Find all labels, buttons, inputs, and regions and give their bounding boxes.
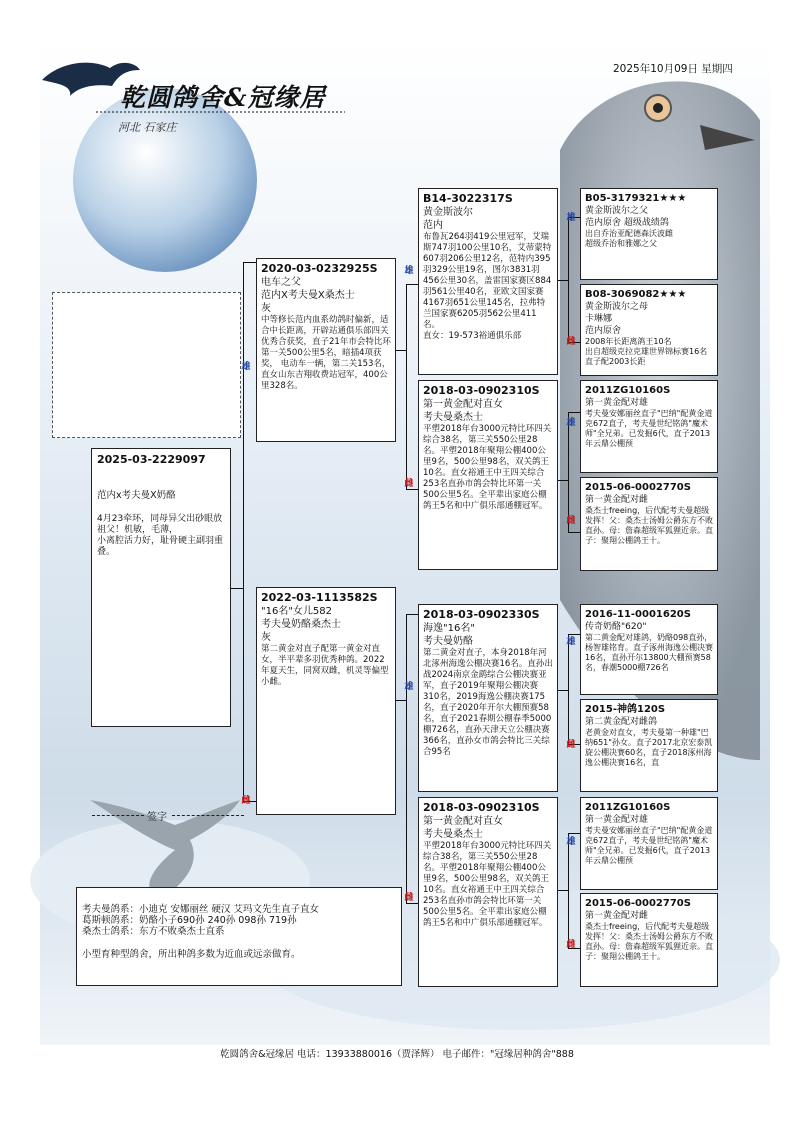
strain-notes [76, 887, 402, 986]
connector-line [568, 412, 569, 532]
ds-sex-marker: 雄 [404, 682, 414, 692]
connector-line [558, 690, 568, 691]
sire-dam-strain: 第一黄金配对直女 考夫曼桑杰士 [423, 399, 503, 423]
connector-line [568, 217, 569, 342]
sd-sire-description: 考夫曼安娜丽丝直子"巴纳"配黄金道克672直子，考夫曼世纪铭鸽"魔术师"全兄弟。已发掘6代，直子2013年云鼎公棚预 [585, 409, 713, 448]
sd-dam-description: 桑杰士freeing，后代配考夫曼超级发挥！父：桑杰士汤姆公爵东方不败直孙。母：詹森超级军狐狸近亲。直子：聚翔公棚鸽王十。 [585, 506, 713, 545]
connector-line [568, 532, 580, 533]
ds-sire-ring-number: 2016-11-0001620S [585, 609, 691, 620]
strain-note-line: 桑杰士鸽系：东方不败桑杰士直系 [82, 926, 225, 937]
dss-sex-marker: 雄 [566, 637, 576, 647]
ds-dam-description: 老黄金对直女，考夫曼第一种雄"巴纳651"孙女。直子2017北京宏泰凯旋公棚决赛60名，直子2018涿州海逸公棚决赛16名，直 [585, 728, 713, 767]
sds-sex-marker: 雄 [566, 418, 576, 428]
dd-dam-ring-number: 2015-06-0002770S [585, 898, 691, 909]
kennel-location: 河北 石家庄 [118, 121, 177, 134]
sd-sex-marker: 雌 [404, 479, 414, 489]
ss-dam-ring-number: B08-3069082 [585, 289, 660, 300]
connector-line [568, 634, 569, 744]
sire-sex-marker: 雄 [241, 362, 251, 372]
connector-line [396, 700, 406, 701]
connector-line [558, 890, 568, 891]
dd-dam-strain: 第一黄金配对雌 [585, 911, 649, 921]
connector-line [406, 284, 418, 285]
sire-dam-ring-number: 2018-03-0902310S [423, 384, 540, 397]
ss-dam-strain: 黄金斯波尔之母 卡琳娜 范内原舍 [585, 302, 649, 336]
ds-dam-card[interactable] [580, 699, 718, 792]
connector-line [558, 280, 568, 281]
sire-card[interactable] [256, 258, 396, 442]
connector-line [406, 614, 418, 615]
ddd-sex-marker: 雌 [566, 940, 576, 950]
ss-dam-description: 2008年长距离鸽王10名 出自超级克拉克雄世界锦标赛16名直子配2003长距 [585, 337, 708, 366]
sire-description: 中等修长范内血系幼鸽时偏新，适合中长距离，开辟站通俱乐部四关优秀合获奖，直子21年市会特比环第一关500公里5名，暗插4项获奖， 电动车一辆，第二关153名，直女山东吉翔收费站冠军，400公里328名。 [261, 315, 391, 391]
sd-dam-ring-number: 2015-06-0002770S [585, 482, 691, 493]
dam-sire-card[interactable] [418, 604, 558, 792]
ss-sire-strain: 黄金斯波尔之父 范内原舍 超级战绩鸽 [585, 206, 669, 228]
sd-sire-strain: 第一黄金配对雄 [585, 398, 649, 408]
ss-sire-ring-line [585, 192, 713, 205]
ss-dam-card[interactable] [580, 284, 718, 376]
ss-sex-marker: 雄 [404, 266, 414, 276]
strain-note-line: 考夫曼鸽系：小迪克 安娜丽丝 硬汉 艾玛文先生直子直女 [82, 904, 320, 915]
strain-note-line: 葛斯顿鸽系：奶酪小子690孙 240孙 098孙 719孙 [82, 915, 297, 926]
sire-sire-ring-number: B14-3022317S [423, 192, 513, 205]
dam-dam-ring-number: 2018-03-0902310S [423, 801, 540, 814]
subject-ring-number: 2025-03-2229097 [97, 453, 206, 466]
contact-footer: 乾圆鸽舍&冠缘居 电话：13933880016（贾泽辉） 电子邮件："冠缘居种鸽舍"888 [220, 1049, 574, 1060]
dam-sire-strain: 海逸"16名" 考夫曼奶酪 [423, 623, 475, 647]
sdd-sex-marker: 雌 [566, 516, 576, 526]
dd-sire-card[interactable] [580, 797, 718, 890]
print-date: 2025年10月09日 星期四 [613, 63, 733, 75]
sd-dam-strain: 第一黄金配对雌 [585, 495, 649, 505]
ds-sire-strain: 传奇奶酪"620" [585, 622, 647, 632]
dam-dam-card[interactable] [418, 797, 558, 987]
signature-line-right [172, 815, 244, 816]
pigeon-photo-placeholder[interactable] [52, 292, 241, 438]
dam-strain: "16名"女儿582 考夫曼奶酪桑杰士 灰 [261, 606, 341, 643]
subject-strain: 范内x考夫曼X奶酪 [97, 490, 176, 501]
connector-line [558, 480, 568, 481]
sire-dam-description: 平塑2018年台3000元特比环四关综合38名，第三关550公里28名。平塑2018年聚翔公棚400公里9名，500公里98名，双关鸽王10名。直女裕通王中王四关综合253名直孙市鸽会特比环第一关500公里5名。全平辈出家庭公棚鸽王5名和中广俱乐部通棚冠军。 [423, 424, 552, 511]
dam-sex-marker: 雌 [241, 796, 251, 806]
subject-description: 4月23牵环，同母异父出砂眼放祖父！机敏，毛薄， 小离腔活力好，耻骨硬主副羽重叠。 [97, 514, 224, 557]
signature-label: 签字 [147, 812, 167, 823]
star-rating-icon: ★★★ [659, 289, 687, 300]
dd-dam-card[interactable] [580, 893, 718, 987]
ds-dam-ring-number: 2015-神鸽120S [585, 704, 666, 715]
dd-sire-strain: 第一黄金配对雄 [585, 815, 649, 825]
dd-dam-description: 桑杰士freeing，后代配考夫曼超级发挥！父：桑杰士汤姆公爵东方不败直孙。母：詹森超级军狐狸近亲。直子：聚翔公棚鸽王十。 [585, 922, 713, 961]
dam-dam-strain: 第一黄金配对直女 考夫曼桑杰士 [423, 816, 503, 840]
dam-sire-description: 第二黄金对直子，本身2018年河北涿州海逸公棚决赛16名。直孙出战2024南京金鹞综合公棚决赛亚军，直子2019年聚翔公棚决赛310名，2019海逸公棚决赛175名，直子2020年开尔大棚预赛58名，直子2021春期公棚春季5000棚726名，直孙天津天立公棚决赛366名，直孙女市鸽会特比三关综合95名 [423, 648, 553, 757]
dam-card[interactable] [256, 587, 396, 815]
signature-line-left [92, 815, 144, 816]
connector-line [406, 903, 418, 904]
globe-image [73, 88, 257, 272]
ds-sire-card[interactable] [580, 604, 718, 695]
sd-sire-card[interactable] [580, 380, 718, 473]
connector-line [568, 833, 580, 834]
dd-sire-ring-number: 2011ZG10160S [585, 802, 671, 813]
dam-sire-ring-number: 2018-03-0902330S [423, 608, 540, 621]
kennel-summary: 小型育种型鸽舍，所出种鸽多数为近血或远亲做育。 [82, 949, 301, 960]
connector-line [568, 634, 580, 635]
dd-sire-description: 考夫曼安娜丽丝直子"巴纳"配黄金道克672直子，考夫曼世纪铭鸽"魔术师"全兄弟。已发掘6代，直子2013年云鼎公棚预 [585, 826, 713, 865]
sd-sire-ring-number: 2011ZG10160S [585, 385, 671, 396]
star-rating-icon: ★★★ [659, 193, 687, 204]
ss-dam-ring-line [585, 288, 713, 301]
sire-sire-strain: 黄金斯波尔 范内 [423, 207, 473, 231]
connector-line [406, 284, 407, 489]
dam-description: 第二黄金对直子配第一黄金对直女，半平辈多羽优秀种鸽。2022年夏天生，同窝双雌，机灵等偏型小雌。 [261, 644, 389, 687]
dd-sex-marker: 雌 [404, 893, 414, 903]
sire-ring-number: 2020-03-0232925S [261, 262, 378, 275]
ss-sire-ring-number: B05-3179321 [585, 193, 660, 204]
connector-line [396, 350, 406, 351]
connector-line [406, 489, 418, 490]
sd-dam-card[interactable] [580, 477, 718, 571]
sire-dam-card[interactable] [418, 380, 558, 570]
ssd-sex-marker: 雌 [566, 337, 576, 347]
sire-strain: 电车之父 范内X考夫曼X桑杰士 灰 [261, 277, 355, 314]
sss-sex-marker: 雄 [566, 213, 576, 223]
ss-sire-card[interactable] [580, 188, 718, 280]
connector-line [568, 833, 569, 948]
ds-dam-strain: 第二黄金配对雌鸽 [585, 717, 658, 727]
sire-sire-card[interactable] [418, 188, 558, 375]
ss-sire-description: 出自乔治亚配德森沃波雌 超级乔治和雅娜之父 [585, 229, 673, 248]
ds-sire-description: 第二黄金配对雄鸽，奶酪098直孙，杨智雄铭育。直子涿州海逸公棚决赛16名，直孙开尔13800大棚预赛58名，春潮5000棚726名 [585, 633, 713, 672]
dam-dam-description: 平塑2018年台3000元特比环四关综合38名，第三关550公里28名。平塑2018年聚翔公棚400公里9名，500公里98名，双关鸽王10名。直女裕通王中王四关综合253名直孙市鸽会特比环第一关500公里5名。全平辈出家庭公棚鸽王5名和中广俱乐部通棚冠军。 [423, 841, 552, 928]
dds-sex-marker: 雄 [566, 837, 576, 847]
connector-line [568, 412, 580, 413]
connector-line [231, 588, 243, 589]
dam-ring-number: 2022-03-1113582S [261, 591, 378, 604]
connector-line [243, 262, 256, 263]
kennel-title: 乾圆鸽舍&冠缘居 [120, 83, 326, 112]
subject-card[interactable] [91, 448, 231, 727]
dsd-sex-marker: 雌 [566, 740, 576, 750]
connector-line [406, 614, 407, 903]
sire-sire-description: 布鲁瓦264羽419公里冠军，艾瑞斯747羽100公里10名，艾蒂蒙特607羽206公里12名，范特内395羽329公里19名，图尔3831羽456公里30名，盖雷国家赛区884羽561公里40名，亚欧文国家赛4167羽651公里145名，拉弗特兰国家赛6205羽562公里411名。 直女：19-573裕通俱乐部 [423, 232, 552, 341]
connector-line [243, 262, 244, 802]
